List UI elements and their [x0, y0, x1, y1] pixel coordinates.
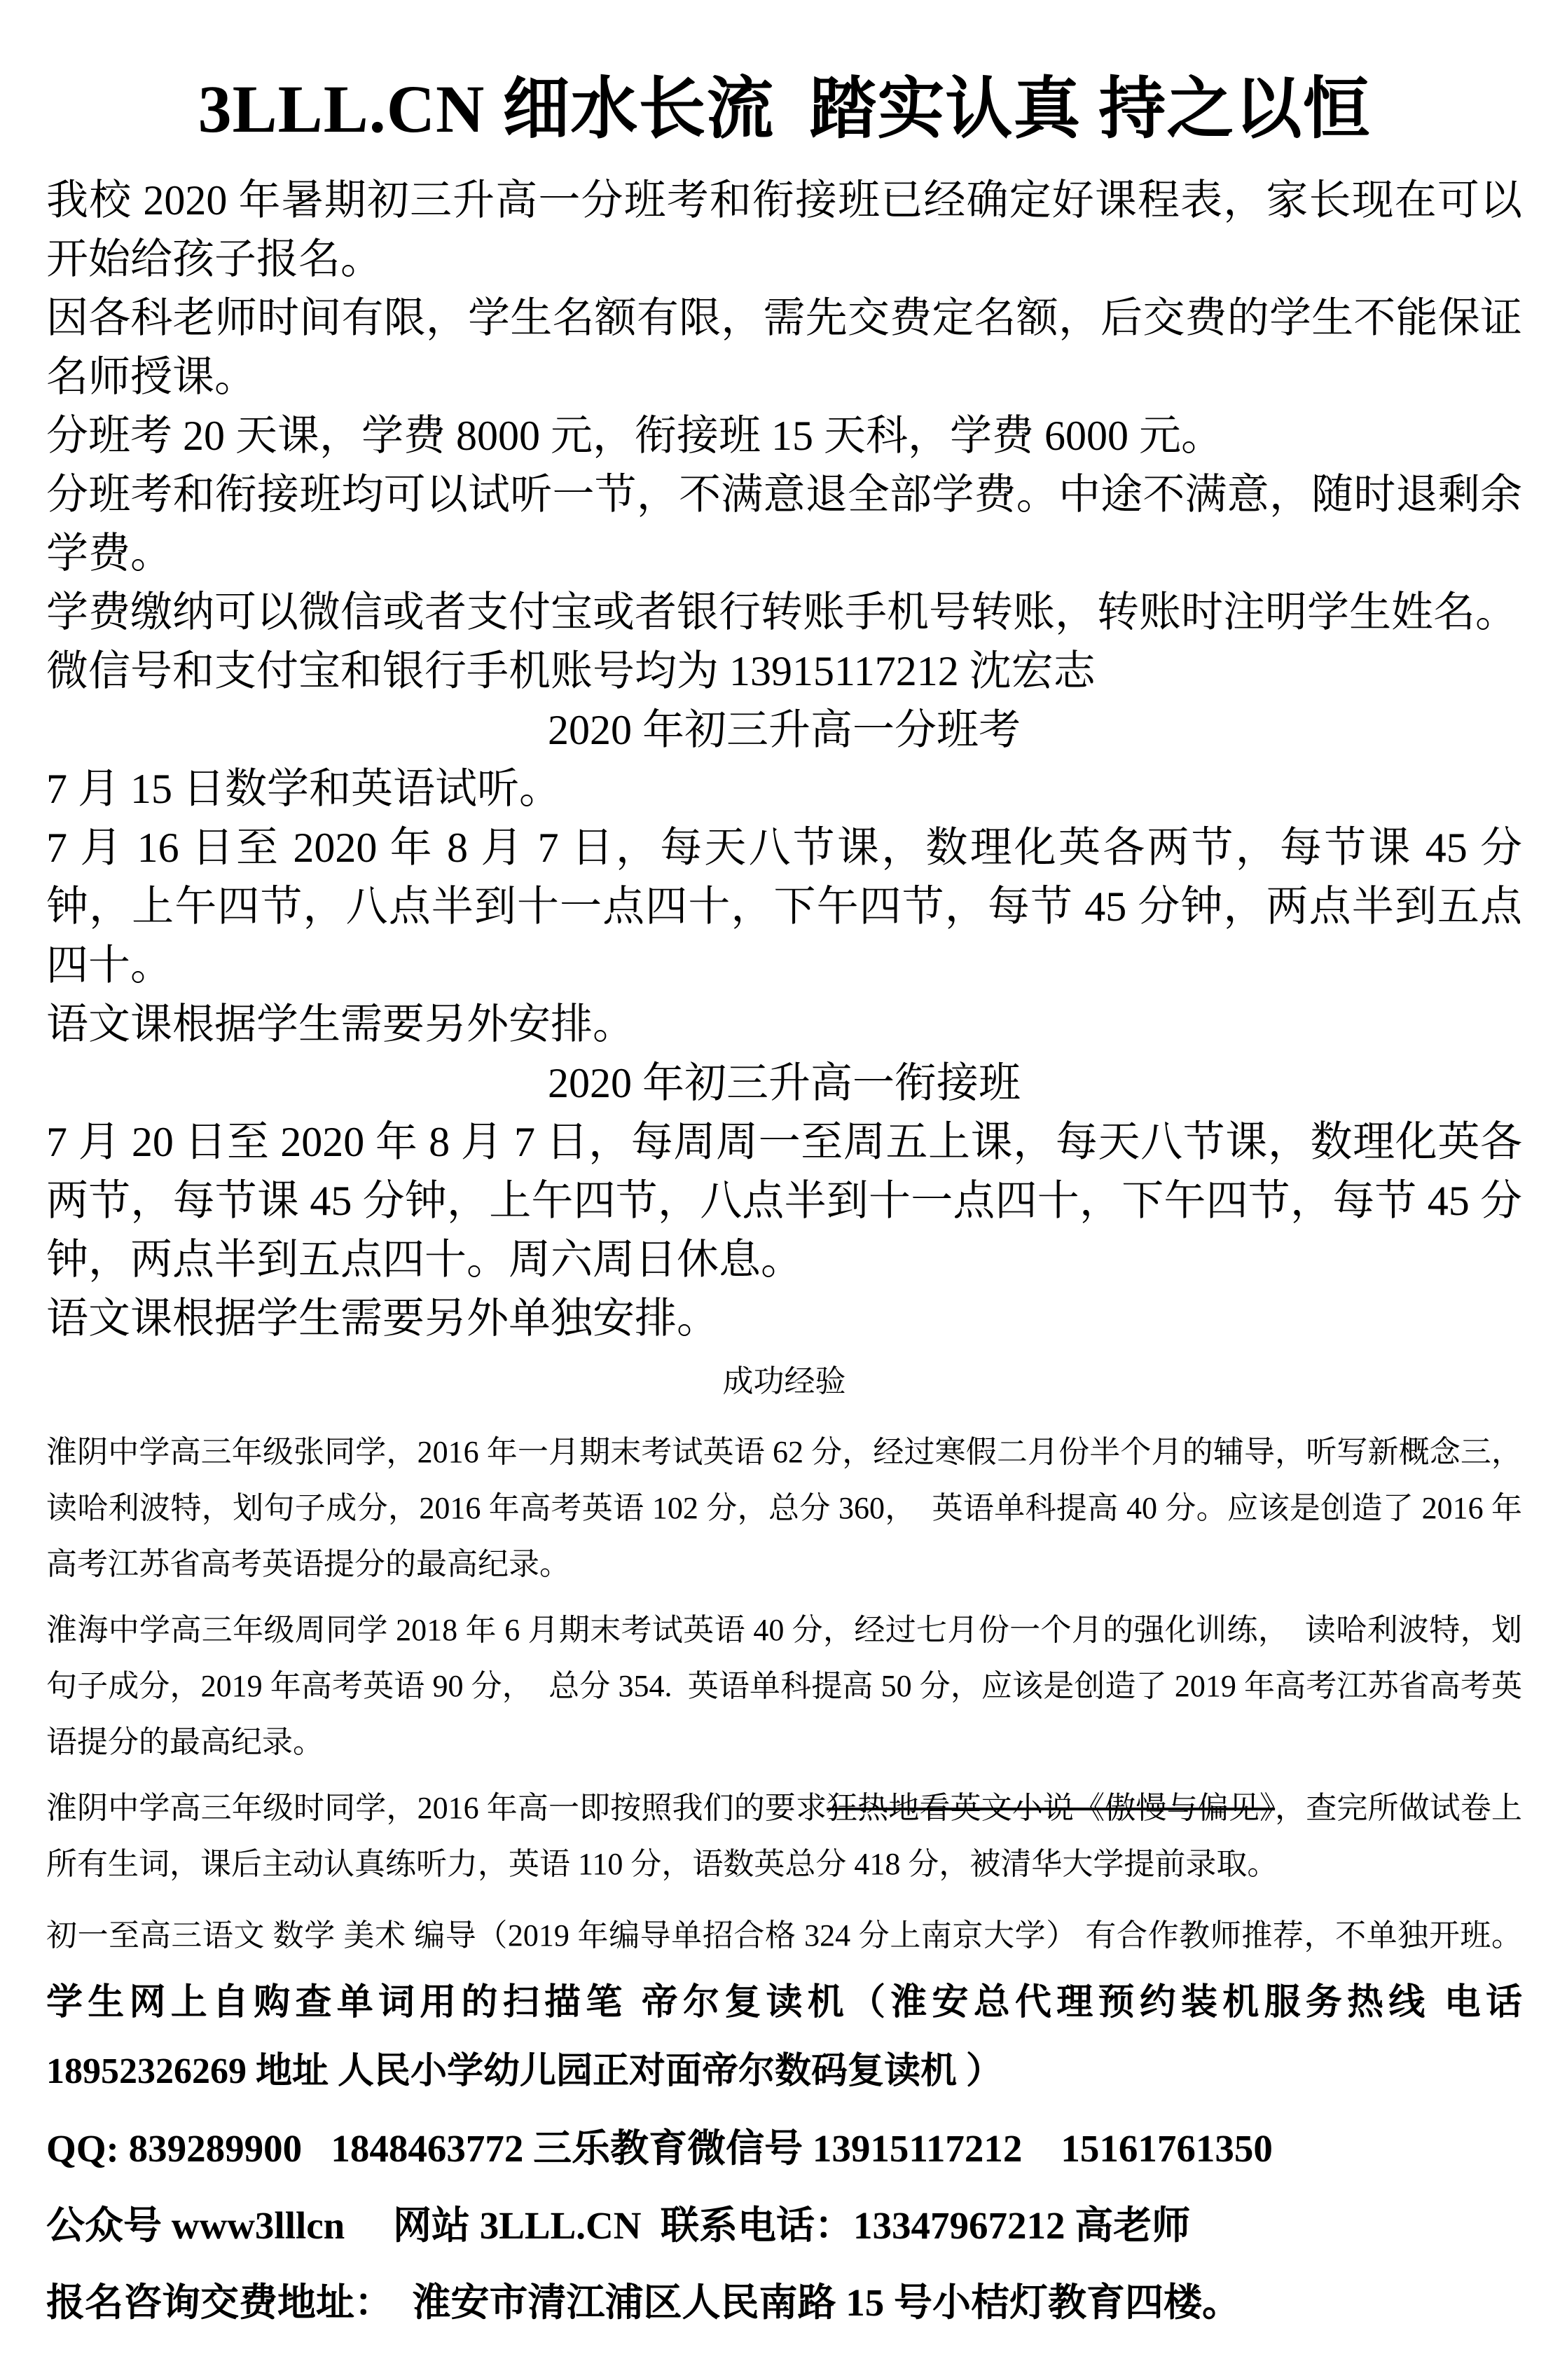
courses-bold-run: 学生网上自购查单词用的扫描笔 帝尔复读机（淮安总代理预约装机服务热线 电话 18952326269 地址 人民小学幼儿园正对面帝尔数码复读机 ）	[46, 1983, 1531, 2091]
strikethrough-text: 狂热地看英文小说《傲慢与偏见》	[827, 1791, 1276, 1825]
intro-paragraph-6: 微信号和支付宝和银行手机账号均为 13915117212 沈宏志	[46, 648, 1096, 694]
intro-paragraph-4: 分班考和衔接班均可以试听一节，不满意退全部学费。中途不满意，随时退剩余学费。	[46, 472, 1522, 577]
success-story-3-lead: 淮阴中学高三年级时同学，2016 年高一即按照我们的要求	[46, 1791, 827, 1825]
success-story-3	[46, 1780, 1522, 1892]
contact-qq-line: QQ: 839289900 1848463772 三乐教育微信号 13915117212 15161761350	[46, 2127, 1273, 2170]
intro-paragraph-2: 因各科老师时间有限，学生名额有限，需先交费定名额，后交费的学生不能保证名师授课。	[46, 295, 1522, 400]
success-story-3-tail: ，查完所做试卷上所有生词，课后主动认真练听力，英语 110 分，语数英总分 418 分，被清华大学提前录取。	[46, 1791, 1523, 1881]
intro-paragraph-3: 分班考 20 天课，学费 8000 元，衔接班 15 天科，学费 6000 元。	[46, 413, 1223, 459]
contact-website-line: 公众号 www3lllcn 网站 3LLL.CN 联系电话：13347967212 高老师	[46, 2204, 1191, 2247]
success-heading: 成功经验	[722, 1364, 846, 1398]
courses-paragraph	[46, 1902, 1545, 2107]
intro-paragraph-1: 我校 2020 年暑期初三升高一分班考和衔接班已经确定好课程表，家长现在可以开始给孩子报名。	[46, 177, 1522, 282]
intro-paragraph-5: 学费缴纳可以微信或者支付宝或者银行转账手机号转账，转账时注明学生姓名。	[46, 589, 1517, 635]
placement-exam-heading: 2020 年初三升高一分班考	[548, 707, 1021, 753]
placement-exam-paragraph-3: 语文课根据学生需要另外安排。	[46, 1001, 635, 1047]
contact-address-line: 报名咨询交费地址： 淮安市清江浦区人民南路 15 号小桔灯教育四楼。	[46, 2281, 1241, 2324]
success-story-2: 淮海中学高三年级周同学 2018 年 6 月期末考试英语 40 分，经过七月份一个月的强化训练， 读哈利波特，划句子成分，2019 年高考英语 90 分， 总分 354. 英语单科提高 50 分，应该是创造了 2019 年高考江苏省高考英语提分的最高纪录。	[46, 1613, 1522, 1759]
success-story-1: 淮阴中学高三年级张同学，2016 年一月期末考试英语 62 分，经过寒假二月份半个月的辅导，听写新概念三，读哈利波特，划句子成分，2016 年高考英语 102 分，总分 360， 英语单科提高 40 分。应该是创造了 2016 年高考江苏省高考英语提分的最高纪录。	[46, 1435, 1522, 1581]
bridge-class-paragraph-2: 语文课根据学生需要另外单独安排。	[46, 1295, 719, 1342]
bridge-class-heading: 2020 年初三升高一衔接班	[548, 1060, 1021, 1106]
bridge-class-paragraph-1: 7 月 20 日至 2020 年 8 月 7 日，每周周一至周五上课，每天八节课，数理化英各两节，每节课 45 分钟，上午四节，八点半到十一点四十，下午四节，每节 45 分钟，两点半到五点四十。周六周日休息。	[46, 1119, 1522, 1283]
page-title: 3LLL.CN 细水长流 踏实认真 持之以恒	[198, 71, 1371, 146]
placement-exam-paragraph-1: 7 月 15 日数学和英语试听。	[46, 766, 561, 812]
courses-normal-run: 初一至高三语文 数学 美术 编导（2019 年编导单招合格 324 分上南京大学） 有合作教师推荐，不单独开班。	[46, 1918, 1545, 1953]
placement-exam-paragraph-2: 7 月 16 日至 2020 年 8 月 7 日，每天八节课，数理化英各两节，每节课 45 分钟，上午四节，八点半到十一点四十，下午四节，每节 45 分钟，两点半到五点四十。	[46, 825, 1522, 989]
